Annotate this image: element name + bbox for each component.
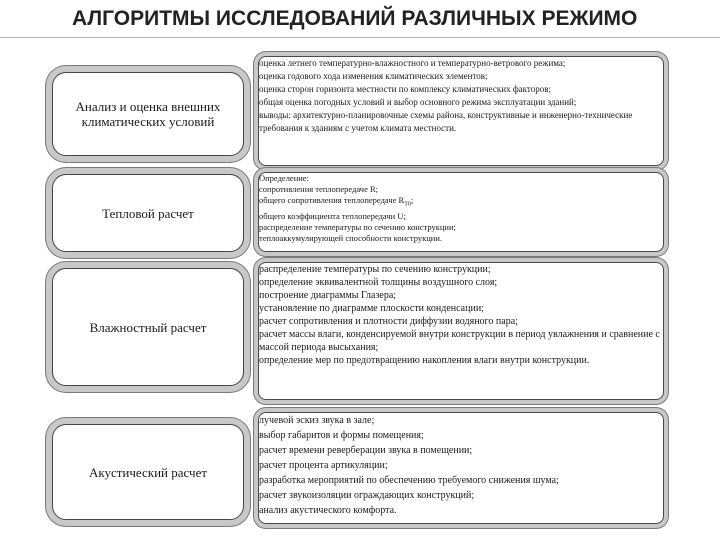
subscript-t0: T0 (404, 201, 411, 208)
list-item: • расчет процента артикуляции; (259, 458, 663, 473)
list-item: • теплоаккумулирующей способности конструкции. (259, 233, 663, 244)
box-label-acoustic-calculation: Акустический расчет (88, 464, 208, 480)
box-thermal-calculation (52, 174, 244, 252)
page-title: АЛГОРИТМЫ ИССЛЕДОВАНИЙ РАЗЛИЧНЫХ РЕЖИМО (72, 7, 638, 30)
list-item: • анализ акустического комфорта. (259, 503, 663, 518)
list-item: • определение мер по предотвращению накопления влаги внутри конструкции. (259, 354, 663, 367)
list-item-text: общего сопротивления теплопередаче R (259, 195, 405, 205)
list-item: • сопротивления теплопередаче R; (259, 184, 663, 195)
box-acoustic-calculation (52, 424, 244, 520)
list-item: • оценка сторон горизонта местности по комплексу климатических факторов; (259, 83, 663, 96)
box-moisture-calculation (52, 268, 244, 386)
list-item: • лучевой эскиз звука в зале; (259, 413, 663, 428)
list-item: • распределение температуры по сечению конструкции; (259, 263, 663, 276)
list-item: • общего сопротивления теплопередаче $R_{T0}$; (259, 195, 663, 211)
box-label-climate-analysis: Анализ и оценка внешних климатических условий (75, 99, 221, 129)
list-item: • расчет звукоизоляции ограждающих конструкций; (259, 488, 663, 503)
list-item: • выбор габаритов и формы помещения; (259, 428, 663, 443)
list-item: • Определение: (259, 173, 663, 184)
panel-moisture-calculation (258, 262, 664, 400)
list-item: • расчет массы влаги, конденсируемой внутри конструкции в период увлажнения и сравнение с массой периода высыхания; (259, 328, 663, 354)
box-label-thermal-calculation: Тепловой расчет (102, 205, 194, 221)
list-item: • определение эквивалентной толщины воздушного слоя; (259, 276, 663, 289)
list-item: • общая оценка погодных условий и выбор основного режима эксплуатации зданий; (259, 96, 663, 109)
list-item: • расчет времени реверберации звука в помещении; (259, 443, 663, 458)
list-item: • выводы: архитектурно-планировочные схемы района, конструктивные и инженерно-технические требования к зданиям с учетом климата местности. (259, 109, 663, 135)
box-climate-analysis (52, 72, 244, 156)
box-label-moisture-calculation: Влажностный расчет (89, 319, 207, 335)
panel-acoustic-calculation (258, 412, 664, 524)
panel-climate-analysis (258, 56, 664, 166)
list-thermal-calculation (259, 173, 663, 244)
list-moisture-calculation (259, 263, 663, 367)
list-item: • оценка летнего температурно-влажностного и температурно-ветрового режима; (259, 57, 663, 70)
title-divider (0, 37, 720, 38)
list-item: • оценка годового хода изменения климатических элементов; (259, 70, 663, 83)
list-acoustic-calculation (259, 413, 663, 518)
panel-thermal-calculation (258, 172, 664, 252)
list-item: • расчет сопротивления и плотности диффузии водяного пара; (259, 315, 663, 328)
list-climate-analysis (259, 57, 663, 134)
list-item: • установление по диаграмме плоскости конденсации; (259, 302, 663, 315)
list-item: • построение диаграммы Глазера; (259, 289, 663, 302)
list-item: • общего коэффициента теплопередачи U; (259, 211, 663, 222)
list-item: • разработка мероприятий по обеспечению требуемого снижения шума; (259, 473, 663, 488)
list-item: • распределение температуры по сечению конструкции; (259, 222, 663, 233)
